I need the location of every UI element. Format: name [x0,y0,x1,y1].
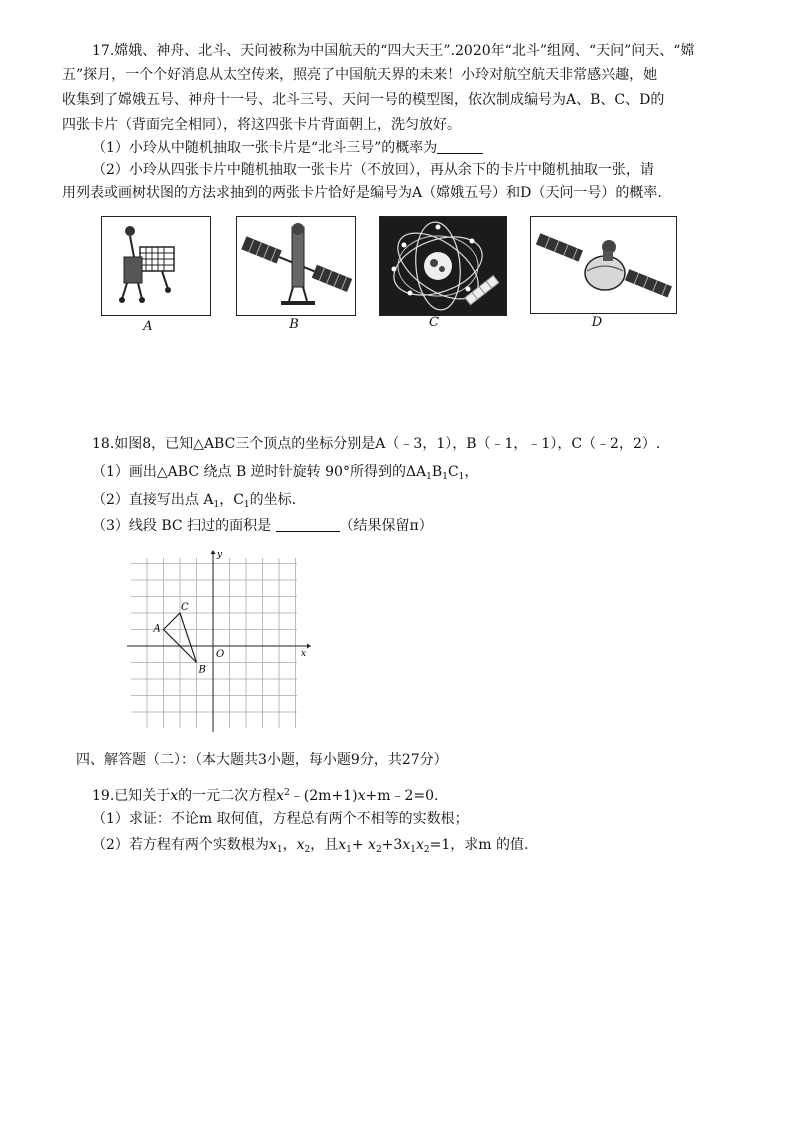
var-x: x [268,837,277,853]
q19-part1: （1）求证：不论m 取何值，方程总有两个不相等的实数根； [92,811,469,827]
q19-part2-end: =1，求m 的值. [429,837,529,853]
q17-part2-line2: 用列表或画树状图的方法求抽到的两张卡片恰好是编号为A（嫦娥五号）和D（天问一号）的概率. [62,185,662,201]
q19-part2 [92,836,528,859]
q19-intro [92,784,438,805]
var-x: x [338,837,347,853]
q19-part2-text: （2）若方程有两个实数根为 [92,837,269,853]
q19-text-mid: 的一元二次方程 [178,788,277,804]
subscript: 2 [304,845,311,855]
card-label-a: A [143,319,153,334]
card-d-image [530,216,677,314]
q18-part3-text: （3）线段 BC 扫过的面积是 [92,518,276,534]
subscript: 2 [423,845,430,855]
subscript: 1 [410,845,416,855]
q18-intro: 18.如图8，已知△ABC三个顶点的坐标分别是A（﹣3，1），B（﹣1，﹣1），C（﹣2，2）. [92,436,661,452]
x-axis-label: x [301,649,307,659]
q18-part2-text: （2）直接写出点 A [92,492,214,508]
var-x: x [402,837,411,853]
q17-part1-text: （1）小玲从中随机抽取一张卡片是“北斗三号”的概率为 [92,140,438,156]
card-label-c: C [429,315,439,330]
q18-part3-post: （结果保留π） [339,518,433,534]
subscript: 1 [458,472,465,482]
plus-three: +3 [381,837,403,853]
subscript: 1 [442,472,448,482]
point-label-c: C [181,602,189,613]
q18-part2-end: 的坐标. [249,492,297,508]
q18-part1-c: C [447,464,459,480]
point-label-b: B [198,664,206,676]
x-axis-arrow [307,644,311,649]
var-x: x [415,837,424,853]
var-x: x [170,788,179,804]
lunar-lander-icon [102,217,210,315]
q18-part1-text: （1）画出△ABC 绕点 B 逆时针旋转 90°所得到的ΔA [92,464,427,480]
q17-line3: 收集到了嫦娥五号、神舟十一号、北斗三号、天问一号的模型图，依次制成编号为A、B、C、D的 [62,92,665,108]
mars-probe-icon [531,217,676,313]
q18-part1 [92,463,478,486]
y-axis-arrow [211,550,216,554]
section-heading: 四、解答题（二）：（本大题共3小题，每小题9分，共27分） [76,752,448,768]
var-x: x [296,837,305,853]
q17-line2: 五”探月，一个个好消息从太空传来，照亮了中国航天界的未来！小玲对航空航天非常感兴趣，她 [62,67,658,83]
var-x: x [368,837,376,853]
subscript: 1 [346,845,352,855]
spacecraft-solar-panels-icon [237,217,355,315]
card-a-image [101,216,211,316]
q18-part1-b: B [431,464,443,480]
subscript: 1 [243,500,250,510]
point-label-a: A [153,623,161,635]
answer-blank[interactable] [437,141,483,154]
q18-part1-end: ， [464,464,479,480]
q18-part2 [92,491,296,514]
q17-part2-line1: （2）小玲从四张卡片中随机抽取一张卡片（不放回），再从余下的卡片中随机抽取一张，请 [92,162,654,178]
plus: + [351,837,369,853]
q19-text: 19.已知关于 [92,788,171,804]
subscript: 1 [276,845,283,855]
origin-label: O [216,649,225,660]
answer-blank[interactable] [276,519,340,532]
card-c-image [379,216,507,316]
q19-eq: ﹣(2m+1) [289,788,358,804]
var-x: x [357,788,366,804]
comma: ， [282,837,297,853]
subscript: 1 [213,500,220,510]
superscript: 2 [284,788,290,798]
satellite-orbit-network-icon [380,217,506,315]
card-b-image [236,216,356,316]
q17-part1 [92,139,483,157]
subscript: 2 [375,845,382,855]
q18-part3 [92,517,433,535]
card-label-d: D [591,315,603,330]
q18-part2-mid: ，C [219,492,244,508]
var-x: x [276,788,285,804]
q19-part2-mid: ，且 [310,837,339,853]
subscript: 1 [426,472,432,482]
q17-line1: 17.嫦娥、神舟、北斗、天问被称为中国航天的“四大天王”.2020年“北斗”组网、“天问”问天、“嫦 [92,43,695,59]
y-axis-label: y [217,550,223,560]
card-label-b: B [289,317,299,332]
coordinate-grid [127,548,311,732]
q19-eq-end: +m﹣2=0. [365,788,439,804]
q17-line4: 四张卡片（背面完全相同），将这四张卡片背面朝上，洗匀放好。 [62,117,461,133]
